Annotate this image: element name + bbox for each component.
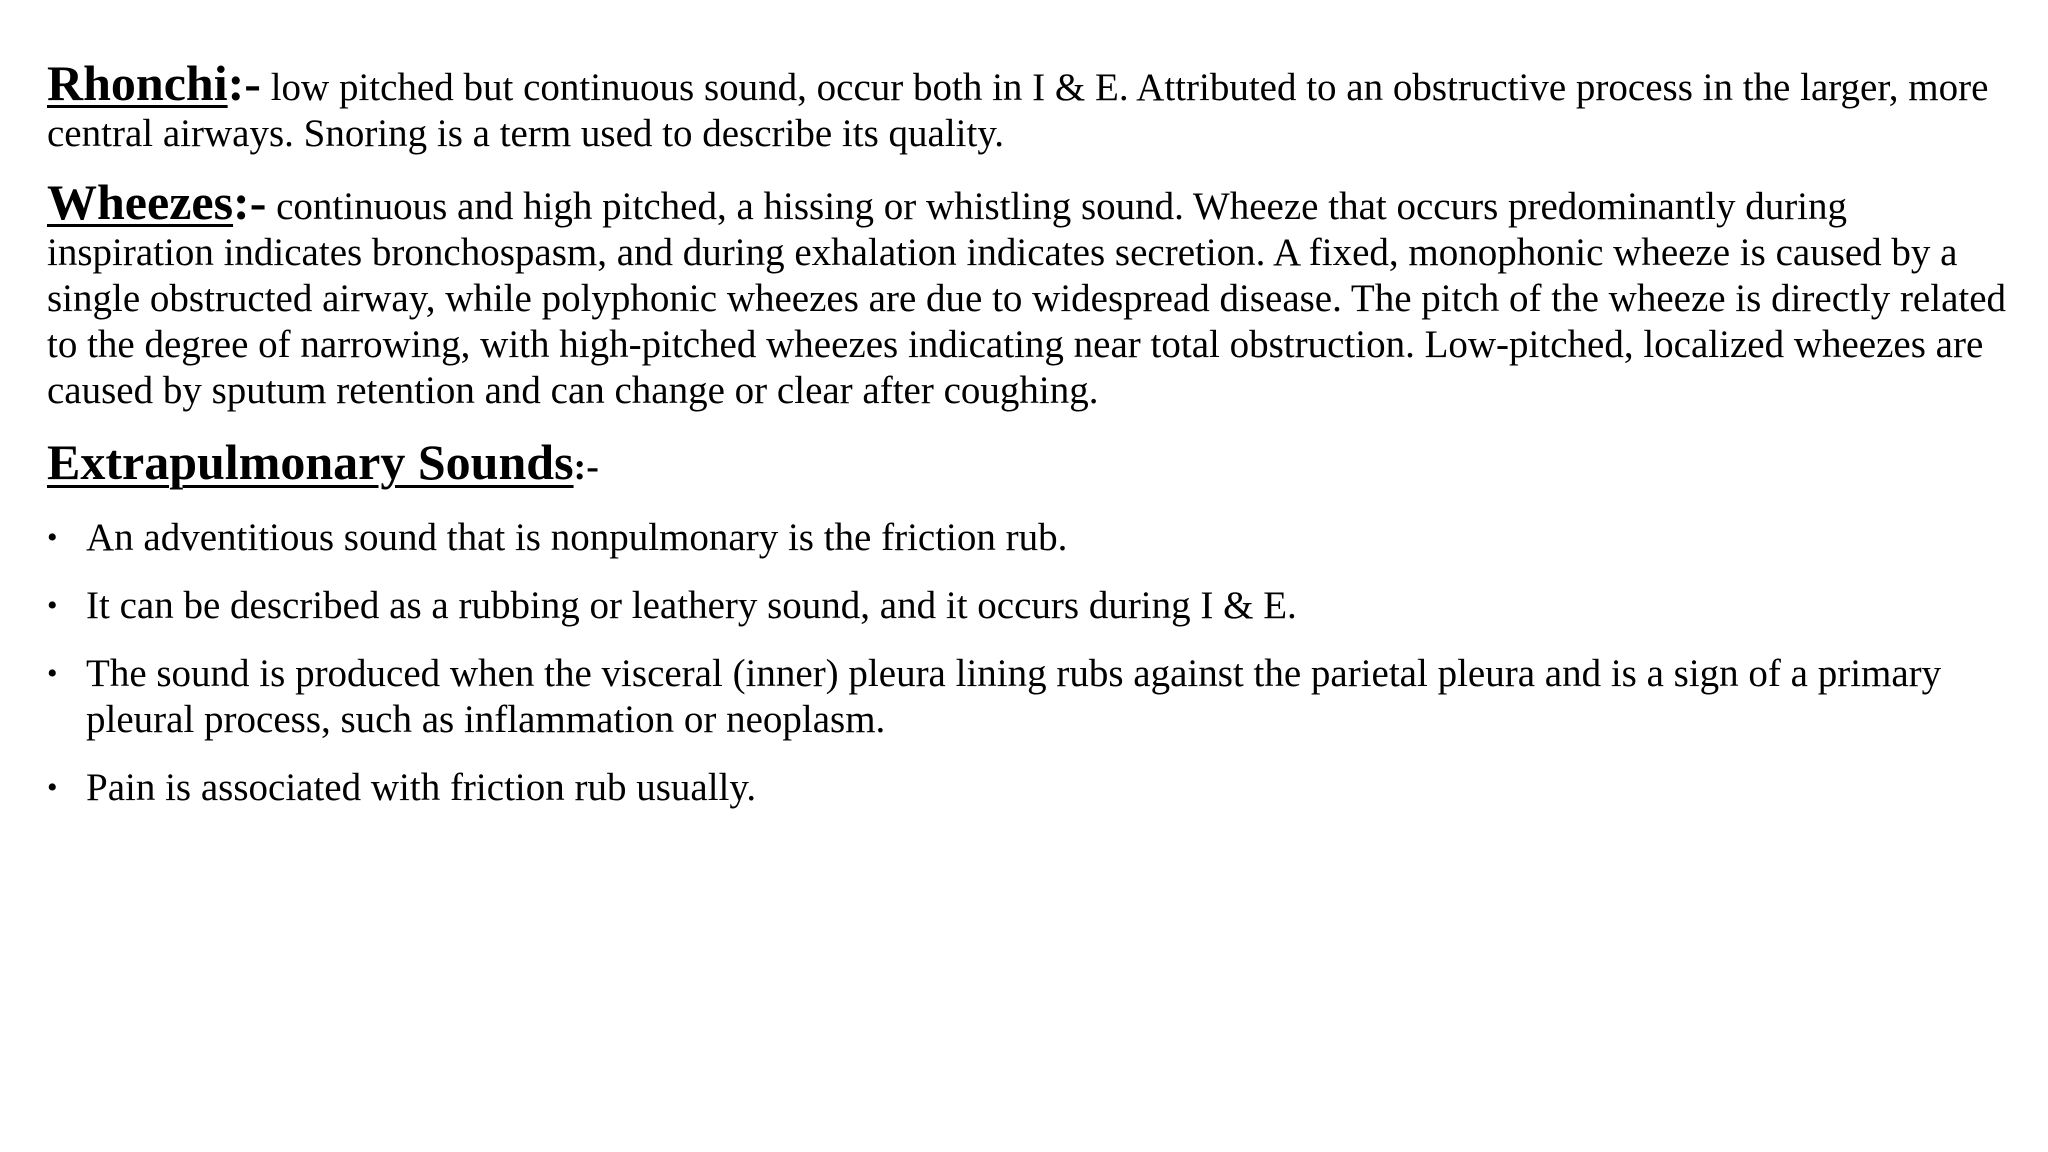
extrapulmonary-bullet-list [47, 515, 2007, 811]
wheezes-description: continuous and high pitched, a hissing or whistling sound. Wheeze that occurs predominantly during inspiration indicates bronchospasm, and during exhalation indicates secretion. A fixed, monophonic wheeze is caused by a single obstructed airway, while polyphonic wheezes are due to widespread disease. The pitch of the wheeze is directly related to the degree of narrowing, with high-pitched wheezes indicating near total obstruction. Low-pitched, localized wheezes are caused by sputum retention and can change or clear after coughing. [47, 185, 2007, 412]
bullet-icon: • [47, 657, 58, 690]
bullet-item [47, 651, 2007, 743]
bullet-item [47, 583, 2007, 629]
wheezes-term: Wheezes [47, 174, 234, 230]
extrapulmonary-heading-text: Extrapulmonary Sounds [47, 434, 574, 490]
rhonchi-separator: :- [227, 55, 261, 111]
wheezes-paragraph [47, 174, 2007, 414]
wheezes-separator: :- [233, 174, 267, 230]
bullet-text: Pain is associated with friction rub usually. [86, 766, 757, 809]
extrapulmonary-heading-separator: :- [573, 446, 599, 488]
slide-content [47, 55, 2007, 833]
bullet-icon: • [47, 589, 58, 622]
extrapulmonary-heading [47, 434, 2007, 495]
rhonchi-term: Rhonchi [47, 55, 228, 111]
rhonchi-paragraph [47, 55, 2007, 157]
bullet-text: An adventitious sound that is nonpulmonary is the friction rub. [86, 516, 1068, 559]
bullet-item [47, 765, 2007, 811]
bullet-item [47, 515, 2007, 561]
bullet-icon: • [47, 771, 58, 804]
bullet-icon: • [47, 521, 58, 554]
bullet-text: It can be described as a rubbing or leathery sound, and it occurs during I & E. [86, 584, 1297, 627]
bullet-text: The sound is produced when the visceral (inner) pleura lining rubs against the parietal pleura and is a sign of a primary pleural process, such as inflammation or neoplasm. [86, 652, 1942, 741]
rhonchi-description: low pitched but continuous sound, occur both in I & E. Attributed to an obstructive process in the larger, more central airways. Snoring is a term used to describe its quality. [47, 66, 1989, 155]
